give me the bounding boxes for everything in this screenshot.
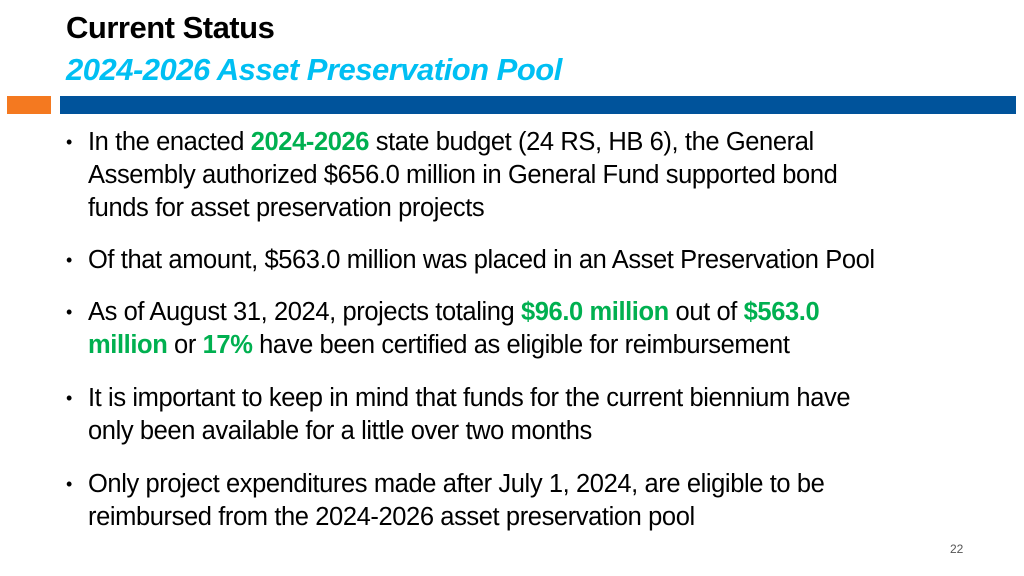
text-segment: Only project expenditures made after July 1, 2024, are eligible to be [88, 470, 825, 498]
bullet-item [60, 468, 1000, 534]
page-number: 22 [950, 542, 964, 556]
text-segment: Of that amount, $563.0 million was placed in an Asset Preservation Pool [88, 246, 875, 274]
text-segment: As of August 31, 2024, projects totaling [88, 298, 521, 326]
bullet-list [60, 126, 1000, 534]
highlighted-text: 2024-2026 [250, 128, 370, 156]
slide-title: Current Status [66, 10, 275, 45]
bullet-line [88, 159, 1000, 192]
text-segment: out of [668, 298, 744, 326]
text-segment: have been certified as eligible for reimbursement [252, 331, 790, 359]
highlighted-text: million [88, 331, 168, 359]
bullet-line [88, 244, 1000, 277]
highlighted-text: 17% [202, 331, 253, 359]
highlighted-text: $96.0 million [520, 298, 669, 326]
bullet-line [88, 296, 1000, 329]
bullet-dot-icon: • [66, 302, 72, 322]
blue-header-bar [60, 96, 1016, 114]
text-segment: It is important to keep in mind that funds for the current biennium have [88, 384, 851, 412]
bullet-line [88, 468, 1000, 501]
highlighted-text: $563.0 [743, 298, 820, 326]
bullet-item [60, 296, 1000, 362]
bullet-line [88, 382, 1000, 415]
bullet-line [88, 126, 1000, 159]
text-segment: reimbursed from the 2024-2026 asset preservation pool [88, 503, 695, 531]
bullet-line [88, 415, 1000, 448]
slide-subtitle: 2024-2026 Asset Preservation Pool [66, 52, 562, 87]
bullet-item [60, 126, 1000, 225]
bullet-dot-icon: • [66, 474, 72, 494]
orange-accent-block [7, 96, 51, 114]
bullet-dot-icon: • [66, 388, 72, 408]
bullet-item [60, 382, 1000, 448]
text-segment: or [167, 331, 203, 359]
bullet-line [88, 192, 1000, 225]
bullet-line [88, 501, 1000, 534]
text-segment: Assembly authorized $656.0 million in General Fund supported bond [88, 161, 838, 189]
bullet-dot-icon: • [66, 132, 72, 152]
text-segment: funds for asset preservation projects [88, 194, 485, 222]
bullet-item [60, 244, 1000, 277]
bullet-dot-icon: • [66, 250, 72, 270]
text-segment: only been available for a little over two months [88, 417, 592, 445]
bullet-line [88, 329, 1000, 362]
text-segment: In the enacted [88, 128, 251, 156]
text-segment: state budget (24 RS, HB 6), the General [369, 128, 814, 156]
